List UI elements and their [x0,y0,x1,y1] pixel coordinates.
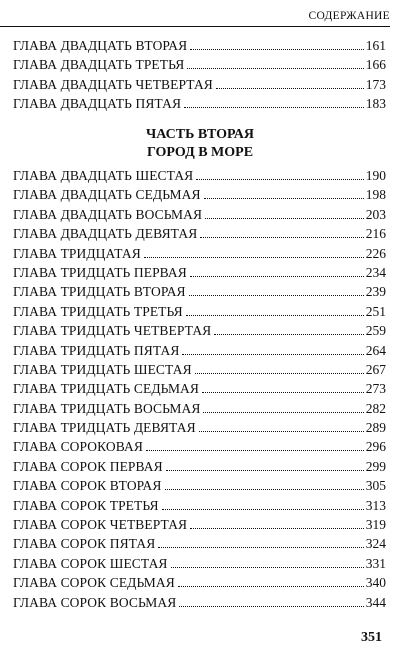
part-heading [0,126,400,162]
dot-leader [200,237,363,238]
dot-leader [195,373,364,374]
toc-entry [13,282,386,301]
dot-leader [199,431,364,432]
toc-entry-page: 282 [365,400,386,416]
toc-entry-page: 203 [365,206,386,222]
dot-leader [214,334,363,335]
toc-entry-page: 264 [365,342,386,358]
toc-list-part-one [13,36,386,114]
toc-entry [13,224,386,243]
toc-entry-title: ГЛАВА ДВАДЦАТЬ ДЕВЯТАЯ [13,226,198,242]
toc-entry-title: ГЛАВА ТРИДЦАТЬ СЕДЬМАЯ [13,381,199,397]
dot-leader [205,218,364,219]
toc-entry [13,185,386,204]
toc-entry-page: 313 [365,497,386,513]
toc-entry-title: ГЛАВА ТРИДЦАТЬ ЧЕТВЕРТАЯ [13,323,212,339]
toc-entry [13,437,386,456]
dot-leader [178,586,364,587]
toc-entry-title: ГЛАВА СОРОК ЧЕТВЕРТАЯ [13,517,188,533]
toc-entry-title: ГЛАВА ТРИДЦАТЬ ВОСЬМАЯ [13,400,201,416]
toc-entry-page: 289 [365,420,386,436]
toc-entry [13,476,386,495]
dot-leader [190,49,363,50]
dot-leader [184,107,364,108]
toc-entry [13,554,386,573]
toc-entry-page: 299 [365,458,386,474]
dot-leader [216,88,364,89]
toc-entry [13,515,386,534]
dot-leader [190,276,364,277]
toc-entry-title: ГЛАВА СОРОК ВОСЬМАЯ [13,594,177,610]
toc-entry-title: ГЛАВА ТРИДЦАТЬ ПЯТАЯ [13,342,180,358]
dot-leader [196,179,363,180]
toc-entry-page: 340 [365,575,386,591]
toc-entry-title: ГЛАВА СОРОК СЕДЬМАЯ [13,575,175,591]
toc-entry-title: ГЛАВА СОРОК ВТОРАЯ [13,478,162,494]
toc-entry-title: ГЛАВА ТРИДЦАТЬ ТРЕТЬЯ [13,303,183,319]
toc-entry [13,496,386,515]
dot-leader [146,450,364,451]
toc-entry-title: ГЛАВА СОРОК ПЕРВАЯ [13,458,163,474]
toc-entry-title: ГЛАВА ДВАДЦАТЬ ЧЕТВЕРТАЯ [13,76,213,92]
toc-entry [13,457,386,476]
toc-entry [13,36,386,55]
toc-entry [13,341,386,360]
toc-entry-title: ГЛАВА СОРОК ПЯТАЯ [13,536,156,552]
dot-leader [166,470,364,471]
toc-entry-title: ГЛАВА ТРИДЦАТЬ ПЕРВАЯ [13,264,187,280]
dot-leader [190,528,364,529]
dot-leader [182,354,363,355]
toc-entry [13,321,386,340]
toc-entry [13,94,386,113]
dot-leader [165,489,364,490]
toc-entry-title: ГЛАВА ТРИДЦАТЬ ДЕВЯТАЯ [13,420,196,436]
toc-entry-page: 267 [365,361,386,377]
toc-entry-page: 234 [365,264,386,280]
toc-entry-title: ГЛАВА СОРОКОВАЯ [13,439,143,455]
toc-entry-page: 305 [365,478,386,494]
toc-entry-page: 173 [365,76,386,92]
toc-entry [13,593,386,612]
part-number: ЧАСТЬ ВТОРАЯ [145,127,255,142]
dot-leader [158,547,363,548]
part-title: ГОРОД В МОРЕ [146,145,254,160]
header-title: СОДЕРЖАНИЕ [308,10,390,22]
toc-entry-title: ГЛАВА ТРИДЦАТЬ ВТОРАЯ [13,284,186,300]
toc-entry-title: ГЛАВА ДВАДЦАТЬ ТРЕТЬЯ [13,57,185,73]
toc-entry [13,573,386,592]
toc-entry-page: 183 [365,96,386,112]
toc-entry [13,534,386,553]
toc-entry-page: 324 [365,536,386,552]
toc-entry-title: ГЛАВА ТРИДЦАТАЯ [13,245,141,261]
dot-leader [162,509,364,510]
toc-entry-title: ГЛАВА ДВАДЦАТЬ ПЯТАЯ [13,96,182,112]
toc-entry [13,399,386,418]
toc-entry-title: ГЛАВА ДВАДЦАТЬ СЕДЬМАЯ [13,187,201,203]
toc-entry-page: 198 [365,187,386,203]
toc-entry [13,418,386,437]
dot-leader [203,412,363,413]
toc-entry-title: ГЛАВА ТРИДЦАТЬ ШЕСТАЯ [13,361,192,377]
toc-entry [13,379,386,398]
toc-entry-page: 344 [365,594,386,610]
toc-entry-page: 296 [365,439,386,455]
toc-entry-title: ГЛАВА СОРОК ШЕСТАЯ [13,555,168,571]
toc-entry-page: 251 [365,303,386,319]
dot-leader [179,606,363,607]
toc-entry-page: 273 [365,381,386,397]
toc-list-part-two [13,166,386,612]
toc-entry [13,302,386,321]
running-header [0,10,390,27]
toc-entry-page: 226 [365,245,386,261]
toc-entry-page: 239 [365,284,386,300]
toc-entry-page: 319 [365,517,386,533]
toc-entry-page: 161 [365,38,386,53]
dot-leader [189,295,364,296]
page-number: 351 [361,630,382,645]
toc-entry-page: 216 [365,226,386,242]
toc-entry [13,360,386,379]
toc-entry [13,75,386,94]
toc-entry-title: ГЛАВА СОРОК ТРЕТЬЯ [13,497,159,513]
toc-entry-title: ГЛАВА ДВАДЦАТЬ ШЕСТАЯ [13,168,194,183]
dot-leader [144,257,364,258]
dot-leader [204,198,364,199]
toc-entry [13,166,386,185]
dot-leader [187,68,363,69]
toc-entry-page: 259 [365,323,386,339]
toc-entry [13,263,386,282]
toc-entry-title: ГЛАВА ДВАДЦАТЬ ВТОРАЯ [13,38,188,53]
dot-leader [186,315,364,316]
toc-entry-title: ГЛАВА ДВАДЦАТЬ ВОСЬМАЯ [13,206,203,222]
toc-entry [13,244,386,263]
toc-entry [13,205,386,224]
dot-leader [202,392,364,393]
dot-leader [171,567,364,568]
toc-entry-page: 331 [365,555,386,571]
toc-entry-page: 166 [365,57,386,73]
toc-entry [13,55,386,74]
toc-entry-page: 190 [365,168,386,183]
